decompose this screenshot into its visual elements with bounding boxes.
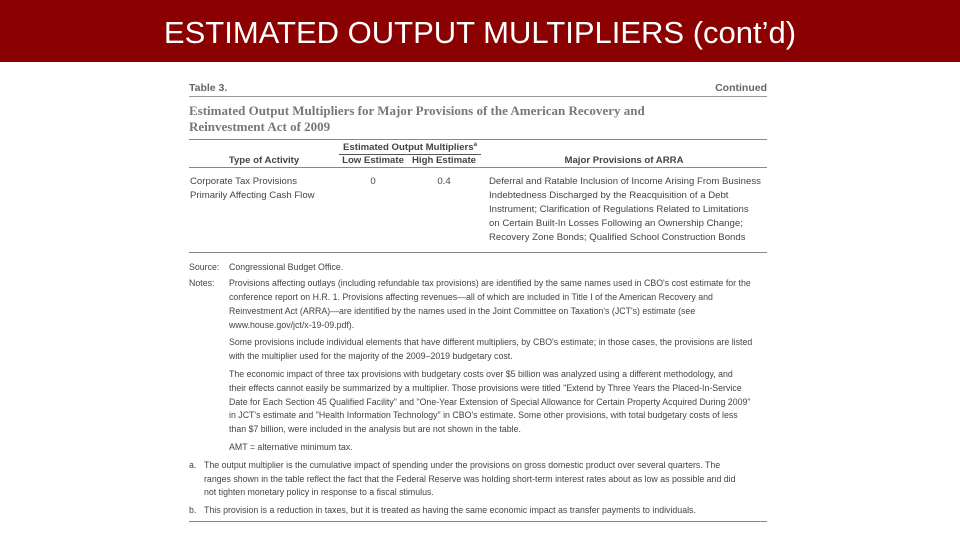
footnote-a-marker: a [473, 142, 477, 149]
source-row [189, 261, 767, 275]
source-label: Source: [189, 261, 220, 272]
multiplier-table [189, 140, 767, 252]
multipliers-group-header [339, 140, 481, 154]
note-line: Provisions affecting outlays (including refundable tax provisions) are identified by the same names used in CBO's cost estimate for the [229, 278, 751, 289]
caption-line-2: Reinvestment Act of 2009 [189, 119, 331, 134]
provision-line: Indebtedness Discharged by the Reacquisition of a Debt [489, 189, 729, 201]
table-document [189, 82, 767, 522]
slide-title: ESTIMATED OUTPUT MULTIPLIERS (cont’d) [163, 15, 797, 50]
note-line: their effects cannot easily be summarized by a multiplier. Those provisions were titled "Extend by Three Years the Placed-In-Service [229, 382, 742, 393]
notes-label: Notes: [189, 278, 215, 289]
footnote-b [189, 504, 767, 518]
activity-line-2: Primarily Affecting Cash Flow [190, 189, 315, 201]
activity-cell [189, 174, 339, 246]
notes-row [189, 277, 767, 332]
source-text: Congressional Budget Office. [229, 261, 344, 272]
footnote-a-key: a. [189, 459, 197, 470]
notes-paragraph-1 [229, 277, 751, 332]
table-header [189, 82, 767, 96]
low-estimate-value: 0 [370, 175, 376, 187]
note-line: Date for Each Section 45 Qualified Facility" and "One-Year Extension of Special Allowance for Certain Property Acquired During 2009" [229, 396, 751, 407]
low-estimate-header: Low Estimate [339, 154, 407, 167]
header-rule [189, 96, 767, 97]
note-line: in JCT's estimate and "Health Information Technology" in CBO's estimate. Some other provisions, with total budgetary costs of less [229, 410, 738, 421]
activity-line-1: Corporate Tax Provisions [190, 175, 298, 187]
table-bottom-rule [189, 252, 767, 253]
multipliers-group-label: Estimated Output Multipliers [343, 142, 474, 154]
notes-section [189, 261, 767, 519]
type-of-activity-header: Type of Activity [228, 154, 300, 166]
note-line: The economic impact of three tax provisions with budgetary costs over $5 billion was analyzed using a different methodology, and [229, 369, 733, 380]
note-line: www.house.gov/jct/x-19-09.pdf). [229, 319, 355, 330]
provision-line: Instrument; Clarification of Regulations Related to Limitations [489, 203, 749, 215]
footnote-a-text [204, 459, 736, 500]
bottom-rule [189, 521, 767, 522]
note-line: Reinvestment Act (ARRA)—are identified by the names used in the Joint Committee on Taxation's (JCT's) estimate (see [229, 305, 696, 316]
footnote-line: The output multiplier is the cumulative impact of spending under the provisions on gross domestic product over several quarters. The [204, 459, 721, 470]
footnote-line: not tighten monetary policy in response to a fiscal stimulus. [204, 487, 434, 498]
notes-paragraph-2 [189, 336, 767, 364]
table-row [189, 174, 767, 246]
note-line: conference report on H.R. 1. Provisions affecting revenues—all of which are included in Title I of the American Recovery and [229, 292, 713, 303]
provision-line: Deferral and Ratable Inclusion of Income Arising From Business [489, 175, 761, 187]
footnote-b-text: This provision is a reduction in taxes, but it is treated as having the same economic impact as transfer payments to individuals. [204, 505, 696, 516]
note-line: than $7 billion, were included in the analysis but are not shown in the table. [229, 424, 521, 435]
notes-paragraph-3 [189, 368, 767, 437]
blank-header-cell [481, 140, 767, 154]
caption-line-1: Estimated Output Multipliers for Major Provisions of the American Recovery and [189, 103, 645, 118]
provision-line: on Certain Built-In Losses Following an Ownership Change; [489, 217, 743, 229]
footnote-b-key: b. [189, 505, 197, 516]
provision-line: Recovery Zone Bonds; Qualified School Construction Bonds [489, 231, 746, 243]
table-label: Table 3. [189, 82, 228, 94]
table-caption [189, 103, 767, 135]
footnote-a [189, 459, 767, 500]
major-provisions-header: Major Provisions of ARRA [564, 154, 684, 166]
provisions-cell [481, 174, 767, 246]
note-line: Some provisions include individual elements that have different multipliers, by CBO's estimate; in those cases, the provisions are listed [229, 337, 753, 348]
footnote-line: ranges shown in the table reflect the fact that the Federal Reserve was holding short-term interest rates about as low as possible and did [204, 473, 736, 484]
blank-header-cell [189, 140, 339, 154]
high-estimate-header: High Estimate [407, 154, 481, 167]
continued-label: Continued [715, 82, 767, 94]
note-line: with the multiplier used for the majority of the 2009–2019 budgetary cost. [229, 351, 513, 362]
high-estimate-value: 0.4 [437, 175, 451, 187]
notes-paragraph-4: AMT = alternative minimum tax. [229, 442, 353, 453]
